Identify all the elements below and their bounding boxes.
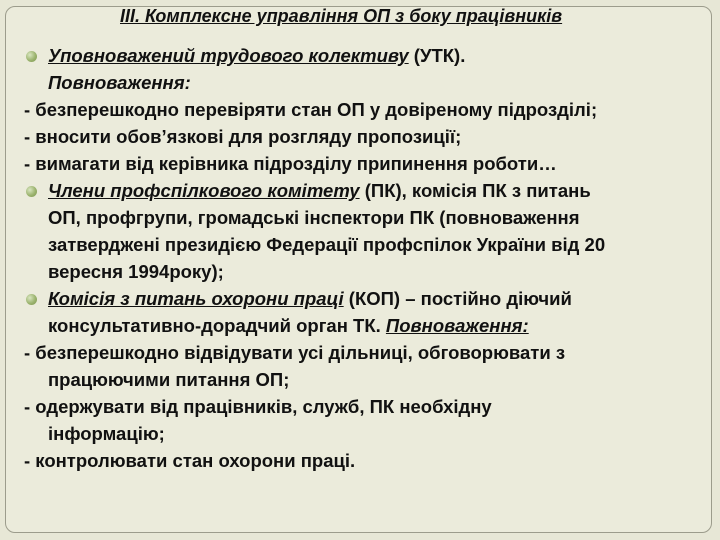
term-utk-abbr: (УТК). (408, 45, 466, 66)
term-pk: Члени профспілкового комітету (48, 180, 360, 201)
kop-description: консультативно-дорадчий орган ТК. (48, 315, 386, 336)
slide-content (24, 42, 714, 474)
bullet-pk-line: затверджені президією Федерації профспілок України від 20 (48, 234, 606, 255)
list-item: - одержувати від працівників, служб, ПК необхідну (24, 396, 492, 417)
term-pk-rest: (ПК), комісія ПК з питань (359, 180, 591, 201)
bullet-item-pk (24, 177, 714, 204)
list-item: - вносити обов’язкові для розгляду пропозиції; (24, 126, 462, 147)
bullet-pk-line: вересня 1994року); (48, 261, 224, 282)
bullet-pk-line: ОП, профгрупи, громадські інспектори ПК (повноваження (48, 207, 580, 228)
bullet-item-kop (24, 285, 714, 312)
bullet-item-utk (24, 42, 714, 69)
bullet-icon (24, 177, 48, 204)
term-utk: Уповноважений трудового колективу (48, 45, 409, 66)
list-item: - безперешкодно перевіряти стан ОП у довіреному підрозділі; (24, 99, 598, 120)
bullet-kop-line (24, 312, 714, 339)
slide-title: ІІІ. Комплексне управління ОП з боку працівників (120, 6, 563, 26)
term-kop-rest: (КОП) – постійно діючий (343, 288, 572, 309)
bullet-icon (24, 42, 48, 69)
list-item-cont: інформацію; (48, 423, 165, 444)
bullet-icon (24, 285, 48, 312)
list-item: - вимагати від керівника підрозділу припинення роботи… (24, 153, 557, 174)
list-item: - безперешкодно відвідувати усі дільниці, обговорювати з (24, 342, 566, 363)
term-kop: Комісія з питань охорони праці (48, 288, 344, 309)
powers-heading: Повноваження: (385, 315, 529, 336)
list-item-cont: працюючими питання ОП; (48, 369, 290, 390)
list-item: - контролювати стан охорони праці. (24, 450, 356, 471)
powers-heading: Повноваження: (48, 72, 191, 93)
